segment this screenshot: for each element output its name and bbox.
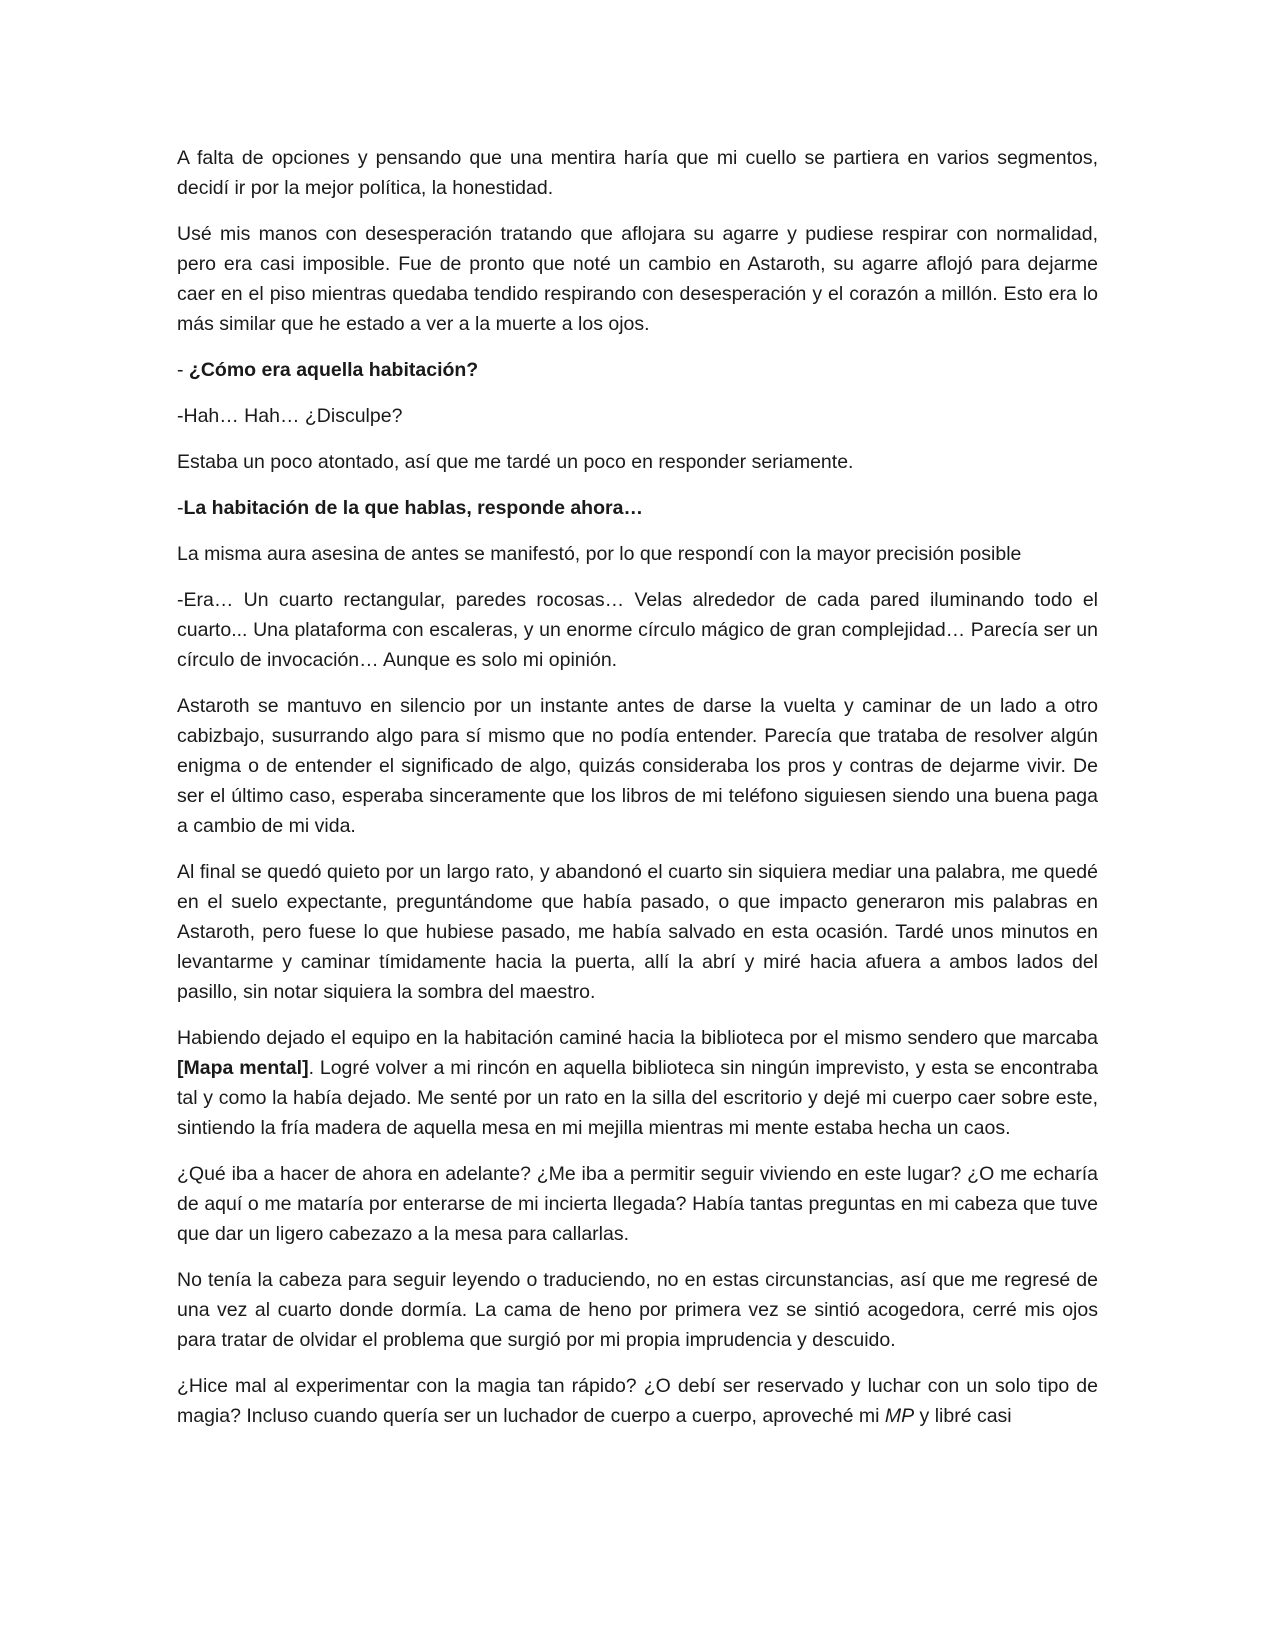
paragraph xyxy=(177,1265,1098,1355)
text-run: Astaroth se mantuvo en silencio por un instante antes de darse la vuelta y caminar de un lado a otro cabizbajo, susurrando algo para sí mismo que no podía entender. Parecía que trataba de resolver algún enigma o de entender el significado de algo, quizás consideraba los pros y contras de dejarme vivir. De ser el último caso, esperaba sinceramente que los libros de mi teléfono siguiesen siendo una buena paga a cambio de mi vida. xyxy=(177,695,1098,837)
document-page xyxy=(177,143,1098,1447)
paragraph xyxy=(177,1371,1098,1431)
text-run: ¿Qué iba a hacer de ahora en adelante? ¿Me iba a permitir seguir viviendo en este lugar? ¿O me echaría de aquí o me mataría por enterarse de mi incierta llegada? Había tantas preguntas en mi cabeza que tuve que dar un ligero cabezazo a la mesa para callarlas. xyxy=(177,1163,1098,1245)
paragraph xyxy=(177,493,1098,523)
paragraph xyxy=(177,401,1098,431)
text-run: - xyxy=(177,359,189,381)
text-run: -Era… Un cuarto rectangular, paredes rocosas… Velas alrededor de cada pared iluminando todo el cuarto... Una plataforma con escaleras, y un enorme círculo mágico de gran complejidad… Parecía ser un círculo de invocación… Aunque es solo mi opinión. xyxy=(177,589,1098,671)
text-run: y libré casi xyxy=(914,1405,1012,1427)
text-run: Usé mis manos con desesperación tratando que aflojara su agarre y pudiese respirar con normalidad, pero era casi imposible. Fue de pronto que noté un cambio en Astaroth, su agarre aflojó para dejarme caer en el piso mientras quedaba tendido respirando con desesperación y el corazón a millón. Esto era lo más similar que he estado a ver a la muerte a los ojos. xyxy=(177,223,1098,335)
paragraph xyxy=(177,1159,1098,1249)
text-run: No tenía la cabeza para seguir leyendo o traduciendo, no en estas circunstancias, así que me regresé de una vez al cuarto donde dormía. La cama de heno por primera vez se sintió acogedora, cerré mis ojos para tratar de olvidar el problema que surgió por mi propia imprudencia y descuido. xyxy=(177,1269,1098,1351)
paragraph xyxy=(177,447,1098,477)
bold-text: La habitación de la que hablas, responde ahora… xyxy=(183,497,643,519)
text-run: A falta de opciones y pensando que una mentira haría que mi cuello se partiera en varios segmentos, decidí ir por la mejor política, la honestidad. xyxy=(177,147,1098,199)
paragraph xyxy=(177,143,1098,203)
paragraph xyxy=(177,691,1098,841)
text-run: Estaba un poco atontado, así que me tardé un poco en responder seriamente. xyxy=(177,451,854,473)
text-run: - xyxy=(177,497,184,519)
text-run: La misma aura asesina de antes se manifestó, por lo que respondí con la mayor precisión posible xyxy=(177,543,1022,565)
bold-text: [Mapa mental] xyxy=(177,1057,309,1079)
text-run: -Hah… Hah… ¿Disculpe? xyxy=(177,405,403,427)
text-run: Al final se quedó quieto por un largo rato, y abandonó el cuarto sin siquiera mediar una palabra, me quedé en el suelo expectante, preguntándome que había pasado, o que impacto generaron mis palabras en Astaroth, pero fuese lo que hubiese pasado, me había salvado en esta ocasión. Tardé unos minutos en levantarme y caminar tímidamente hacia la puerta, allí la abrí y miré hacia afuera a ambos lados del pasillo, sin notar siquiera la sombra del maestro. xyxy=(177,861,1098,1003)
italic-text: MP xyxy=(884,1405,915,1427)
text-run: ¿Hice mal al experimentar con la magia tan rápido? ¿O debí ser reservado y luchar con un solo tipo de magia? Incluso cuando quería ser un luchador de cuerpo a cuerpo, aproveché mi xyxy=(177,1375,1098,1427)
paragraph xyxy=(177,539,1098,569)
paragraph xyxy=(177,1023,1098,1143)
bold-text: ¿Cómo era aquella habitación? xyxy=(188,359,479,381)
text-run: . Logré volver a mi rincón en aquella biblioteca sin ningún imprevisto, y esta se encontraba tal y como la había dejado. Me senté por un rato en la silla del escritorio y dejé mi cuerpo caer sobre este, sintiendo la fría madera de aquella mesa en mi mejilla mientras mi mente estaba hecha un caos. xyxy=(177,1057,1098,1139)
paragraph xyxy=(177,585,1098,675)
paragraph xyxy=(177,355,1098,385)
paragraph xyxy=(177,219,1098,339)
text-run: Habiendo dejado el equipo en la habitación caminé hacia la biblioteca por el mismo sendero que marcaba xyxy=(177,1027,1098,1049)
paragraph xyxy=(177,857,1098,1007)
